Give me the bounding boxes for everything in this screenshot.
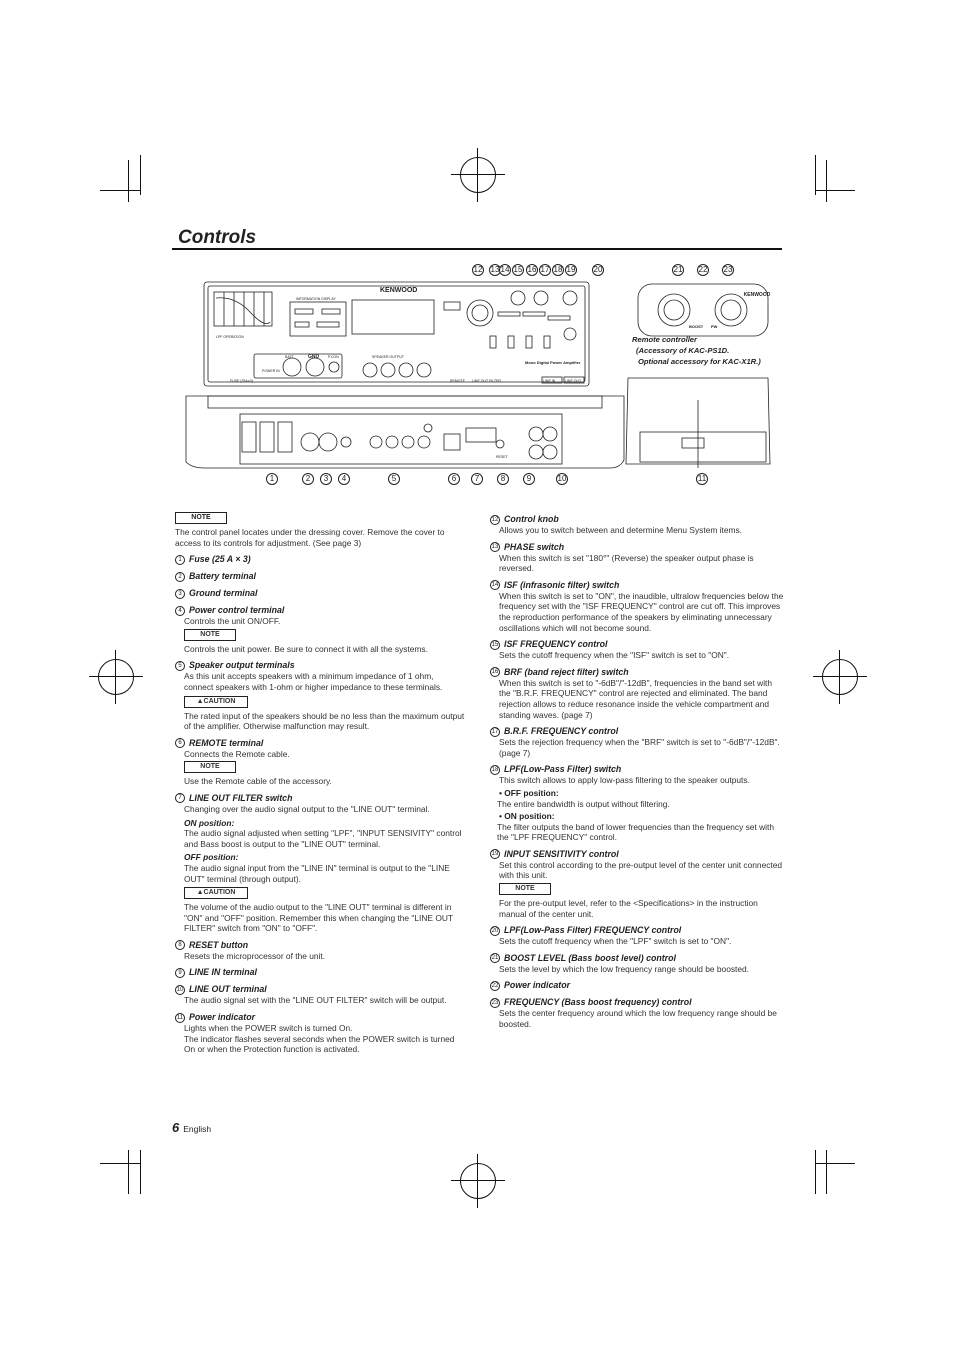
lpf-operation-label: LPF OPERATION xyxy=(216,335,244,339)
item-number: 16 xyxy=(491,669,499,676)
item-title: Power indicator xyxy=(504,980,570,991)
item-body: As this unit accepts speakers with a minimum impedance of 1 ohm, connect speakers with 1-ohm or higher impedance to these terminals. xyxy=(184,671,443,692)
item-title: Control knob xyxy=(504,514,559,524)
item-heading xyxy=(490,639,785,650)
item-body: Sets the cutoff frequency when the "ISF" switch is set to "ON". xyxy=(499,650,730,661)
crop-mark xyxy=(826,1150,827,1194)
brand-label: KENWOOD xyxy=(380,287,418,294)
item-number: 22 xyxy=(491,982,499,989)
note-block xyxy=(499,881,785,919)
callout-3: 3 xyxy=(320,473,332,485)
item-heading xyxy=(490,849,785,860)
item-heading xyxy=(175,554,465,565)
list-item xyxy=(175,738,465,787)
right-column xyxy=(490,508,785,1030)
item-heading xyxy=(490,514,785,525)
item-body: Controls the unit ON/OFF. xyxy=(184,616,281,627)
item-title: PHASE switch xyxy=(504,541,565,552)
note-text: For the pre-output level, refer to the <Specifications> in the instruction manual of the center unit. xyxy=(499,898,758,919)
item-body: Sets the center frequency around which the low frequency range should be boosted. xyxy=(499,1008,777,1030)
item-heading xyxy=(175,588,465,599)
bullet-body: The entire bandwidth is output without filtering. xyxy=(497,798,670,809)
list-item xyxy=(490,667,785,720)
list-item xyxy=(490,726,785,758)
sub-body: The audio signal adjusted when setting "LPF", "INPUT SENSIVITY" control and Bass boost is output to the "LINE OUT" terminal. xyxy=(184,828,462,849)
callout-22: 22 xyxy=(698,265,708,274)
item-number: 10 xyxy=(176,986,184,993)
item-heading xyxy=(490,925,785,936)
page-number: 6 xyxy=(172,1120,180,1135)
left-column xyxy=(175,510,465,1055)
note-label: NOTE xyxy=(175,512,227,524)
note-label: NOTE xyxy=(184,629,236,641)
callout-16: 16 xyxy=(527,265,537,274)
batt-label: BATT xyxy=(285,355,294,359)
list-item xyxy=(175,984,465,1006)
item-number: 7 xyxy=(175,793,185,803)
callout-8: 8 xyxy=(497,473,509,485)
list-item xyxy=(175,967,465,978)
callout-15: 15 xyxy=(513,265,523,274)
remote-label: REMOTE xyxy=(450,379,465,383)
item-title: BRF (band reject filter) switch xyxy=(504,666,629,677)
caution-body: The rated input of the speakers should be no less than the maximum output of the amplifier. Otherwise malfunction may result. xyxy=(184,710,465,732)
item-heading xyxy=(490,667,785,678)
item-title: REMOTE terminal xyxy=(189,737,264,748)
item-title: ISF FREQUENCY control xyxy=(504,639,608,650)
sub-heading: OFF position: xyxy=(184,852,239,863)
item-number: 19 xyxy=(491,851,499,858)
info-display-label: INFORMATION DISPLAY xyxy=(296,297,336,301)
list-item xyxy=(490,764,785,843)
item-title: Battery terminal xyxy=(189,571,256,582)
item-title: LINE IN terminal xyxy=(189,967,257,978)
callout-9: 9 xyxy=(523,473,535,485)
item-heading xyxy=(175,660,465,671)
callout-2: 2 xyxy=(302,473,314,485)
crop-mark xyxy=(826,160,827,202)
list-item xyxy=(490,639,785,661)
callout-1: 1 xyxy=(266,473,278,485)
crop-mark xyxy=(128,160,129,202)
item-number: 13 xyxy=(491,544,499,551)
item-number: 20 xyxy=(491,927,499,934)
item-heading xyxy=(175,605,465,616)
caution-body: The volume of the audio output to the "LINE OUT" terminal is different in "ON" and "OFF" position. Remember this when changing the "LINE OUT FILTER" switch from "ON" to "OFF". xyxy=(184,902,453,934)
item-body: Allows you to switch between and determine Menu System items. xyxy=(499,525,742,535)
item-title: Speaker output terminals xyxy=(189,660,295,671)
item-number: 11 xyxy=(176,1014,184,1021)
crop-mark xyxy=(815,1150,816,1194)
warning-icon: ▲ xyxy=(196,697,204,705)
list-item xyxy=(490,514,785,536)
item-body: This switch allows to apply low-pass filtering to the speaker outputs. xyxy=(499,775,750,786)
item-body: Lights when the POWER switch is turned On. xyxy=(184,1023,353,1034)
fuse-label: FUSE (25A×3) xyxy=(230,379,253,383)
item-title: LPF(Low-Pass Filter) FREQUENCY control xyxy=(504,925,682,936)
remote-caption: Remote controller (Accessory of KAC-PS1D. Optional accessory for KAC-X1R.) xyxy=(632,335,761,366)
callout-21: 21 xyxy=(673,265,683,274)
item-title: ISF (infrasonic filter) switch xyxy=(504,579,620,590)
item-body: Sets the rejection frequency when the "BRF" switch is set to "-6dB"/"-12dB". (page 7) xyxy=(499,737,780,758)
item-heading xyxy=(175,571,465,582)
caution-label xyxy=(184,696,248,708)
item-title: Power indicator xyxy=(189,1012,255,1023)
callout-23: 23 xyxy=(723,265,733,274)
crop-mark xyxy=(128,1150,129,1194)
language-label: English xyxy=(183,1124,212,1134)
item-body: Changing over the audio signal output to the "LINE OUT" terminal. xyxy=(184,803,430,814)
item-title: B.R.F. FREQUENCY control xyxy=(504,726,619,737)
reset-label: RESET xyxy=(496,455,508,459)
warning-icon: ▲ xyxy=(196,889,204,897)
callout-10: 10 xyxy=(557,474,567,483)
crop-mark xyxy=(140,155,141,195)
list-item xyxy=(175,793,465,934)
item-number: 12 xyxy=(491,516,499,523)
registration-mark xyxy=(460,157,496,193)
callout-7: 7 xyxy=(471,473,483,485)
caution-text: CAUTION xyxy=(203,889,236,897)
item-title: LINE OUT FILTER switch xyxy=(189,792,293,803)
bullet-heading: • OFF position: xyxy=(499,787,559,798)
crop-mark xyxy=(100,190,140,191)
item-body: Resets the microprocessor of the unit. xyxy=(184,950,326,961)
power-in-label: POWER IN xyxy=(262,369,280,373)
registration-mark xyxy=(822,659,858,695)
item-body: Sets the cutoff frequency when the "LPF" switch is set to "ON". xyxy=(499,936,732,947)
list-item xyxy=(175,1012,465,1055)
callout-11: 11 xyxy=(697,474,707,483)
item-body: When this switch is set "180°" (Reverse) the speaker output phase is reversed. xyxy=(499,552,754,574)
callout-6: 6 xyxy=(448,473,460,485)
list-item xyxy=(490,953,785,975)
item-heading xyxy=(490,542,785,553)
line-out-label: LINE OUT xyxy=(565,379,582,383)
item-number: 17 xyxy=(491,728,499,735)
callout-5: 5 xyxy=(388,473,400,485)
callout-4: 4 xyxy=(338,473,350,485)
page-footer xyxy=(172,1120,211,1135)
note-label: NOTE xyxy=(499,883,551,895)
item-number: 1 xyxy=(175,555,185,565)
sub-body: The audio signal input from the "LINE IN" terminal is output to the "LINE OUT" terminal (through output). xyxy=(184,862,450,884)
item-heading xyxy=(490,997,785,1008)
crop-mark xyxy=(140,1150,141,1194)
item-title: BOOST LEVEL (Bass boost level) control xyxy=(504,952,676,963)
crop-mark xyxy=(815,190,855,191)
remote-brand-label: KENWOOD xyxy=(743,292,771,298)
list-item xyxy=(490,997,785,1029)
crop-mark xyxy=(815,155,816,195)
note-block xyxy=(184,627,465,655)
item-number: 14 xyxy=(491,582,499,589)
item-heading xyxy=(175,738,465,749)
callout-13: 13 xyxy=(490,265,500,274)
item-number: 18 xyxy=(491,766,499,773)
item-title: LINE OUT terminal xyxy=(189,984,267,995)
item-number: 4 xyxy=(175,606,185,616)
item-heading xyxy=(175,940,465,951)
item-heading xyxy=(175,984,465,995)
item-number: 5 xyxy=(175,661,185,671)
callout-12: 12 xyxy=(473,265,483,274)
item-title: Fuse (25 A × 3) xyxy=(189,554,251,565)
title-rule xyxy=(172,248,782,250)
item-body: Connects the Remote cable. xyxy=(184,748,290,759)
item-body: When this switch is set to "-6dB"/"-12dB", frequencies in the band set with the "B.R.F. FREQUENCY" control are rejected and eliminated. The band rejection allows to reduce resonance inside the vehicle compartment and standing waves. (page 7) xyxy=(499,677,773,720)
item-number: 2 xyxy=(175,572,185,582)
item-title: FREQUENCY (Bass boost frequency) control xyxy=(504,997,692,1008)
callout-19: 19 xyxy=(566,265,576,274)
item-heading xyxy=(175,967,465,978)
item-heading xyxy=(490,726,785,737)
item-number: 23 xyxy=(491,999,499,1006)
item-heading xyxy=(490,953,785,964)
item-title: RESET button xyxy=(189,939,249,950)
sub-heading: ON position: xyxy=(184,817,235,828)
remote-boost-label: BOOST xyxy=(689,324,704,329)
item-number: 6 xyxy=(175,738,185,748)
item-body: The audio signal set with the "LINE OUT FILTER" switch will be output. xyxy=(184,995,447,1006)
note-label: NOTE xyxy=(184,761,236,773)
item-number: 21 xyxy=(491,955,499,962)
list-item xyxy=(175,605,465,654)
caution-label xyxy=(184,887,248,899)
caution-block xyxy=(184,693,465,732)
item-body: When this switch is set to "ON", the inaudible, ultralow frequencies below the frequency set with the "ISF FREQUENCY" control are cut off. This improves the reproduction performance of the speakers by eliminating unnecessary oscillations which will not become sound. xyxy=(499,590,784,633)
list-item xyxy=(490,925,785,947)
callout-14: 14 xyxy=(500,265,510,274)
registration-mark xyxy=(98,659,134,695)
item-number: 15 xyxy=(491,641,499,648)
crop-mark xyxy=(100,1163,140,1164)
item-number: 8 xyxy=(175,940,185,950)
note-text: Use the Remote cable of the accessory. xyxy=(184,776,332,787)
item-heading xyxy=(490,980,785,991)
list-item xyxy=(175,940,465,962)
bullet-body: The filter outputs the band of lower frequencies than the frequency set with the "LPF FREQUENCY" control. xyxy=(497,821,775,843)
crop-mark xyxy=(815,1163,855,1164)
line-out-filter-label: LINE OUT FILTER xyxy=(472,379,501,383)
registration-mark xyxy=(460,1163,496,1199)
item-title: Ground terminal xyxy=(189,588,258,599)
list-item xyxy=(175,571,465,582)
callout-17: 17 xyxy=(540,265,550,274)
page-title: Controls xyxy=(178,227,257,248)
item-heading xyxy=(490,580,785,591)
list-item xyxy=(490,580,785,633)
speaker-output-label: SPEAKER OUTPUT xyxy=(372,355,404,359)
item-heading xyxy=(175,793,465,804)
gnd-label: GND xyxy=(308,354,320,360)
list-item xyxy=(175,660,465,731)
remote-power-label: PW xyxy=(711,324,718,329)
pcon-label: P.CON xyxy=(328,355,339,359)
list-item xyxy=(175,588,465,599)
item-number: 3 xyxy=(175,589,185,599)
item-body: Set this control according to the pre-output level of the center unit connected with this unit. xyxy=(499,859,783,881)
list-item xyxy=(490,849,785,919)
caution-block xyxy=(184,884,465,934)
callout-18: 18 xyxy=(553,265,563,274)
list-item xyxy=(490,980,785,991)
item-heading xyxy=(490,764,785,775)
item-title: INPUT SENSITIVITY control xyxy=(504,848,619,859)
item-number: 9 xyxy=(175,968,185,978)
item-title: LPF(Low-Pass Filter) switch xyxy=(504,764,622,775)
callout-20: 20 xyxy=(593,265,603,274)
line-in-label: LINE IN xyxy=(543,379,556,383)
controls-figure xyxy=(180,262,780,502)
item-body: Sets the level by which the low frequency range should be boosted. xyxy=(499,963,750,974)
caution-text: CAUTION xyxy=(203,697,236,705)
intro-text: The control panel locates under the dressing cover. Remove the cover to access to its controls for adjustment. (See page 3) xyxy=(175,527,445,548)
item-body: The indicator flashes several seconds when the POWER switch is turned On or when the Protection function is activated. xyxy=(184,1033,455,1055)
bullet-heading: • ON position: xyxy=(499,811,555,822)
note-block xyxy=(184,759,465,787)
item-title: Power control terminal xyxy=(189,605,285,616)
list-item xyxy=(490,542,785,574)
model-label: Mono Digital Power Amplifier xyxy=(525,360,581,365)
note-text: Controls the unit power. Be sure to connect it with all the systems. xyxy=(184,643,428,654)
item-heading xyxy=(175,1012,465,1023)
list-item xyxy=(175,554,465,565)
